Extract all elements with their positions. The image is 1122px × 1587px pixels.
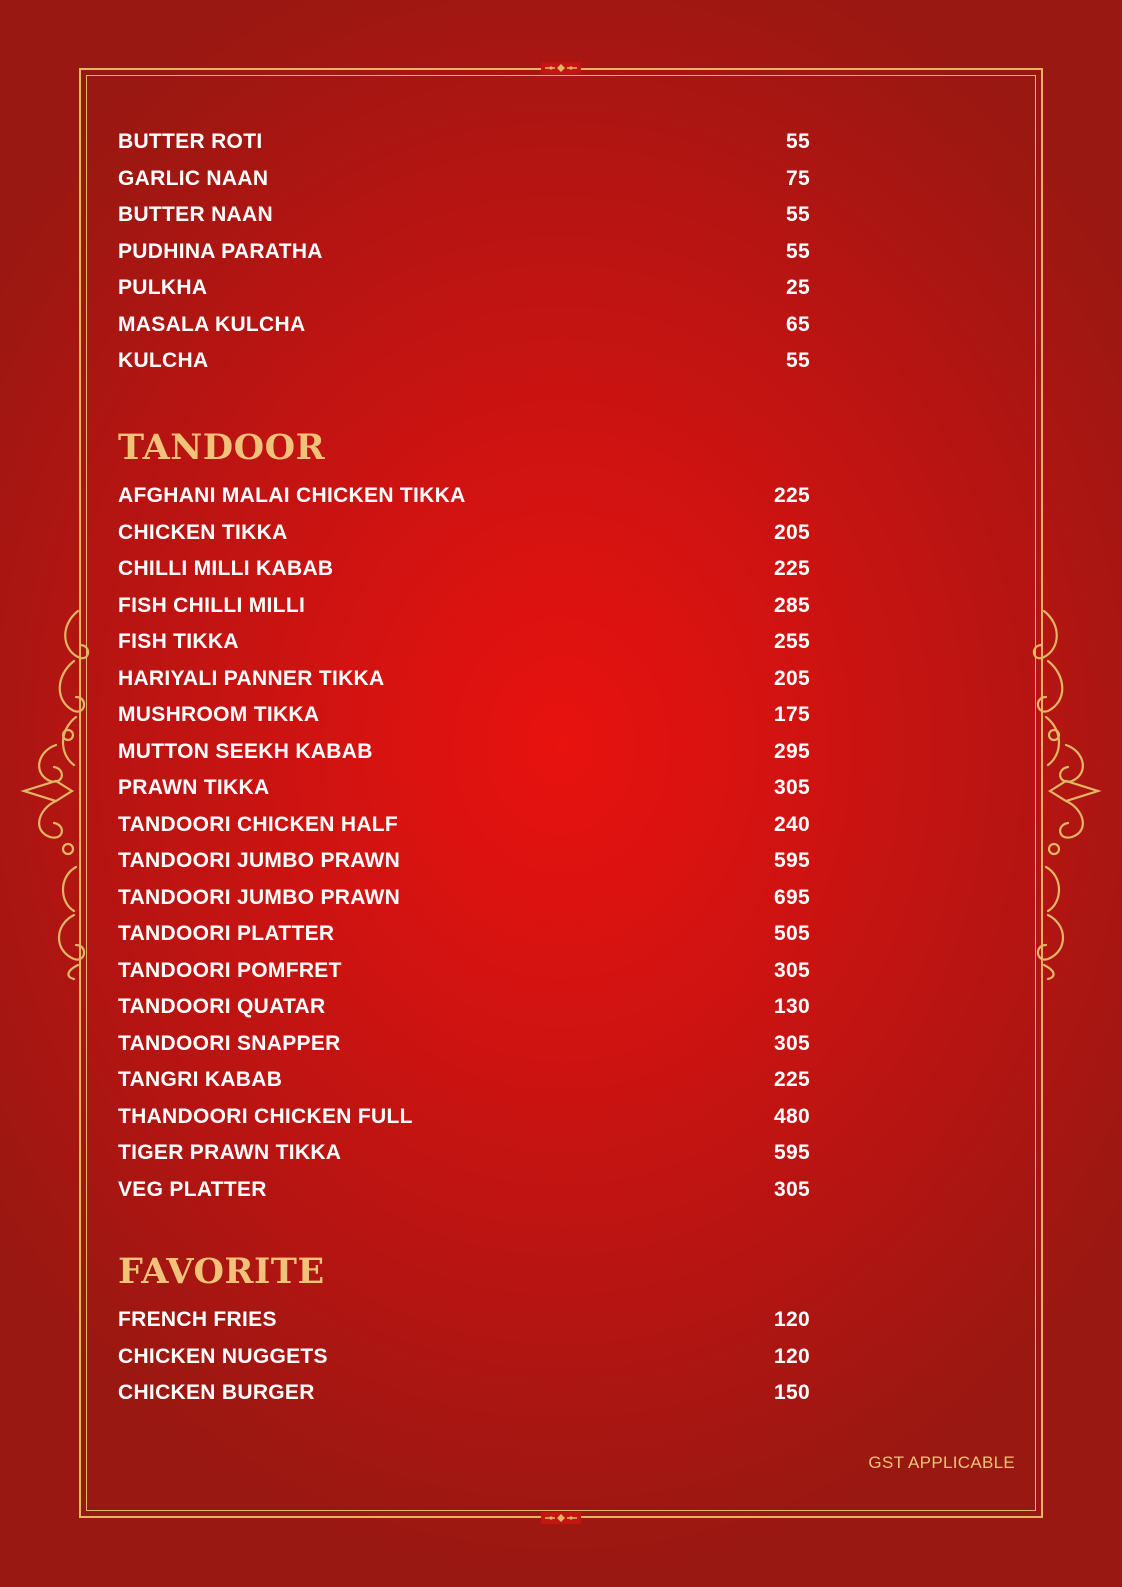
menu-item-name: TANDOORI PLATTER bbox=[118, 922, 335, 946]
menu-item bbox=[118, 551, 810, 588]
menu-item bbox=[118, 880, 810, 917]
menu-item-price: 305 bbox=[774, 958, 810, 982]
tandoor-title: TANDOOR bbox=[118, 427, 326, 468]
menu-item bbox=[118, 270, 810, 307]
top-flourish-icon bbox=[541, 62, 581, 74]
menu-item-price: 505 bbox=[774, 922, 810, 946]
menu-item-price: 595 bbox=[774, 1141, 810, 1165]
favorite-title: FAVORITE bbox=[118, 1251, 325, 1292]
menu-item-price: 25 bbox=[786, 276, 810, 300]
menu-item-name: GARLIC NAAN bbox=[118, 166, 269, 190]
menu-item bbox=[118, 124, 810, 161]
menu-item bbox=[118, 1062, 810, 1099]
menu-item bbox=[118, 343, 810, 380]
menu-item bbox=[118, 478, 810, 515]
menu-item-name: CHICKEN BURGER bbox=[118, 1381, 315, 1405]
menu-item-price: 75 bbox=[786, 166, 810, 190]
menu-item-name: KULCHA bbox=[118, 349, 209, 373]
menu-item-price: 55 bbox=[786, 203, 810, 227]
menu-item-price: 55 bbox=[786, 130, 810, 154]
menu-item-name: AFGHANI MALAI CHICKEN TIKKA bbox=[118, 484, 466, 508]
breads-section bbox=[118, 124, 810, 380]
menu-item-price: 55 bbox=[786, 349, 810, 373]
menu-item-name: FRENCH FRIES bbox=[118, 1308, 277, 1332]
menu-item-name: FISH CHILLI MILLI bbox=[118, 593, 306, 617]
menu-item-price: 65 bbox=[786, 312, 810, 336]
menu-item-name: TANDOORI SNAPPER bbox=[118, 1031, 341, 1055]
menu-item bbox=[118, 515, 810, 552]
menu-item bbox=[118, 916, 810, 953]
breads-list bbox=[118, 124, 810, 380]
menu-item-name: MUSHROOM TIKKA bbox=[118, 703, 320, 727]
tandoor-list bbox=[118, 478, 810, 1208]
menu-item-name: PRAWN TIKKA bbox=[118, 776, 270, 800]
menu-item bbox=[118, 1375, 810, 1412]
menu-item-name: TANGRI KABAB bbox=[118, 1068, 283, 1092]
menu-item-price: 305 bbox=[774, 1031, 810, 1055]
menu-item-price: 255 bbox=[774, 630, 810, 654]
menu-item-price: 480 bbox=[774, 1104, 810, 1128]
menu-item bbox=[118, 807, 810, 844]
menu-item-name: VEG PLATTER bbox=[118, 1177, 267, 1201]
favorite-list bbox=[118, 1302, 810, 1412]
menu-item bbox=[118, 953, 810, 990]
menu-item-price: 130 bbox=[774, 995, 810, 1019]
menu-item-name: CHILLI MILLI KABAB bbox=[118, 557, 334, 581]
bottom-flourish-icon bbox=[541, 1512, 581, 1524]
menu-item-name: FISH TIKKA bbox=[118, 630, 239, 654]
menu-item-price: 695 bbox=[774, 885, 810, 909]
menu-item bbox=[118, 843, 810, 880]
menu-item bbox=[118, 624, 810, 661]
menu-item bbox=[118, 1099, 810, 1136]
menu-item-price: 120 bbox=[774, 1344, 810, 1368]
menu-item-name: CHICKEN NUGGETS bbox=[118, 1344, 328, 1368]
menu-item-name: PULKHA bbox=[118, 276, 208, 300]
menu-item-price: 205 bbox=[774, 666, 810, 690]
menu-item-price: 295 bbox=[774, 739, 810, 763]
menu-item-name: BUTTER NAAN bbox=[118, 203, 273, 227]
menu-item-name: TANDOORI CHICKEN HALF bbox=[118, 812, 399, 836]
menu-item-price: 150 bbox=[774, 1381, 810, 1405]
menu-item-price: 55 bbox=[786, 239, 810, 263]
menu-item-name: TANDOORI QUATAR bbox=[118, 995, 326, 1019]
menu-item bbox=[118, 697, 810, 734]
menu-item bbox=[118, 1026, 810, 1063]
menu-item-name: PUDHINA PARATHA bbox=[118, 239, 323, 263]
menu-item-price: 225 bbox=[774, 484, 810, 508]
left-scroll-ornament-icon bbox=[16, 605, 94, 981]
menu-item bbox=[118, 661, 810, 698]
gst-note: GST APPLICABLE bbox=[868, 1453, 1015, 1472]
menu-item bbox=[118, 734, 810, 771]
menu-item bbox=[118, 197, 810, 234]
menu-item bbox=[118, 161, 810, 198]
menu-item bbox=[118, 1302, 810, 1339]
menu-item-name: TANDOORI JUMBO PRAWN bbox=[118, 885, 401, 909]
menu-item-name: THANDOORI CHICKEN FULL bbox=[118, 1104, 413, 1128]
menu-item-price: 120 bbox=[774, 1308, 810, 1332]
menu-item-name: HARIYALI PANNER TIKKA bbox=[118, 666, 385, 690]
menu-item-price: 305 bbox=[774, 1177, 810, 1201]
menu-item bbox=[118, 588, 810, 625]
favorite-section bbox=[118, 1248, 810, 1412]
menu-item bbox=[118, 1339, 810, 1376]
menu-item-price: 305 bbox=[774, 776, 810, 800]
menu-item-price: 595 bbox=[774, 849, 810, 873]
menu-item bbox=[118, 1135, 810, 1172]
menu-item-name: MASALA KULCHA bbox=[118, 312, 306, 336]
menu-item-price: 285 bbox=[774, 593, 810, 617]
menu-item-name: TIGER PRAWN TIKKA bbox=[118, 1141, 342, 1165]
menu-item-name: TANDOORI JUMBO PRAWN bbox=[118, 849, 401, 873]
menu-item-name: BUTTER ROTI bbox=[118, 130, 263, 154]
menu-item-name: TANDOORI POMFRET bbox=[118, 958, 342, 982]
right-scroll-ornament-icon bbox=[1028, 605, 1106, 981]
menu-item-name: MUTTON SEEKH KABAB bbox=[118, 739, 373, 763]
menu-item bbox=[118, 989, 810, 1026]
tandoor-section bbox=[118, 424, 810, 1208]
menu-item-price: 205 bbox=[774, 520, 810, 544]
menu-item bbox=[118, 1172, 810, 1209]
menu-item bbox=[118, 770, 810, 807]
menu-item-price: 240 bbox=[774, 812, 810, 836]
menu-item-price: 225 bbox=[774, 1068, 810, 1092]
menu-item bbox=[118, 307, 810, 344]
menu-item bbox=[118, 234, 810, 271]
menu-item-price: 225 bbox=[774, 557, 810, 581]
menu-item-name: CHICKEN TIKKA bbox=[118, 520, 288, 544]
menu-item-price: 175 bbox=[774, 703, 810, 727]
